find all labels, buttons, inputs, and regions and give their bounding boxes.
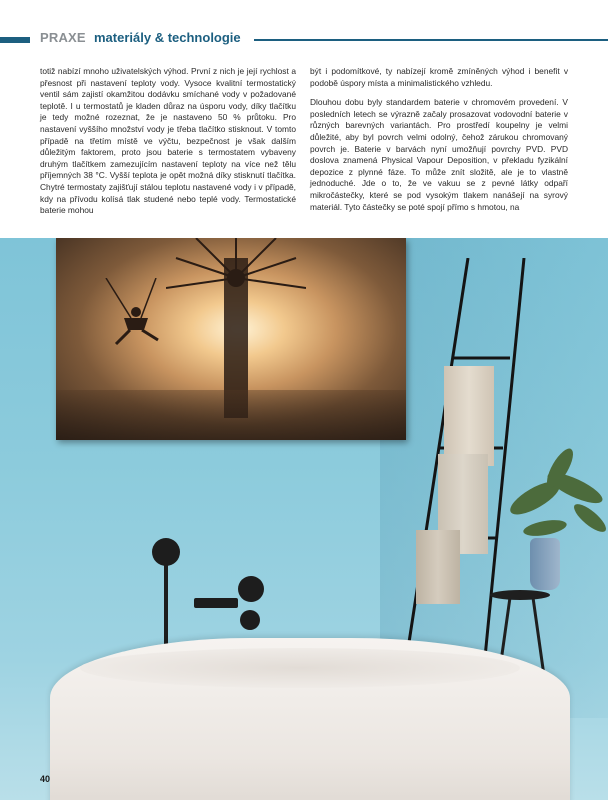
towel-bottom <box>416 530 460 604</box>
art-swing-figure <box>86 278 176 348</box>
text-column-right <box>310 66 568 221</box>
text-column-left <box>40 66 296 225</box>
side-table <box>490 590 550 600</box>
bathroom-photo <box>0 238 608 800</box>
diverter-knob <box>240 610 260 630</box>
header-accent-bar <box>0 37 30 43</box>
section-label: PRAXE <box>40 30 86 45</box>
plant <box>505 438 608 548</box>
paragraph: být i podomítkové, ty nabízejí kromě zmíněných výhod i benefit v podobě úspory místa a minimalistického vzhledu. <box>310 66 568 88</box>
header-rule <box>254 39 608 41</box>
bathtub-inner <box>80 648 520 688</box>
art-ground <box>56 390 406 440</box>
wall-art-canvas <box>56 238 406 440</box>
bath-spout <box>194 598 238 608</box>
page-number: 40 <box>40 774 51 784</box>
art-spokes <box>166 238 306 328</box>
paragraph: totiž nabízí mnoho uživatelských výhod. První z nich je její rychlost a přesnost při nastavení teploty vody. Vysoce kvalitní termostatický ventil sám zajistí okamžitou dodávku smíchané vody v požadované teplotě. I u termostatů je kladen důraz na úsporu vody, díky tlačítku je tedy možné rozeznat, že je nastaveno 50 % průtoku. Pro nastavení vyššího množství vody je třeba tlačítko stisknout. V tomto případě na třetím místě ve výčtu, bezpečnost je však dalším důležitým faktorem, proto jsou baterie s termostatem vybaveny druhým tlačítkem zamezujícím nastavení teploty na více než tělu příjemných 38 °C. Vyšší teplota je opět možná díky stisknutí tlačítka. Chytré termostaty zajišťují stálou teplotu nastavené vody i v případě, kdy na přívodu kolísá tlak studené nebo teplé vody. Termostatické baterie mohou <box>40 66 296 216</box>
hand-shower <box>152 538 180 566</box>
vase <box>530 538 560 590</box>
thermostat-knob <box>238 576 264 602</box>
page-header <box>0 30 608 50</box>
paragraph: Dlouhou dobu byly standardem baterie v chromovém provedení. V posledních letech se výrazně začaly prosazovat vodovodní baterie v různých barevných variantách. Pro prostředí koupelny je velmi důležité, aby byl povrch velmi odolný, čehož zárukou chromovaný povrch je. Baterie v barvách nyní umožňují povrchy PVD. PVD doslova znamená Physical Vapour Deposition, v překladu fyzikální depozice z plynné fáze. To může znít složitě, ale je to vlastně jednoduché. Jde o to, že ve vakuu se z pevné látky odpaří mikročástečky, které se pod vysokým tlakem nanášejí na syrový materiál. Tyto částečky se poté spojí přímo s hmotou, na <box>310 97 568 212</box>
topic-label: materiály & technologie <box>94 30 241 45</box>
towel-top <box>444 366 494 466</box>
